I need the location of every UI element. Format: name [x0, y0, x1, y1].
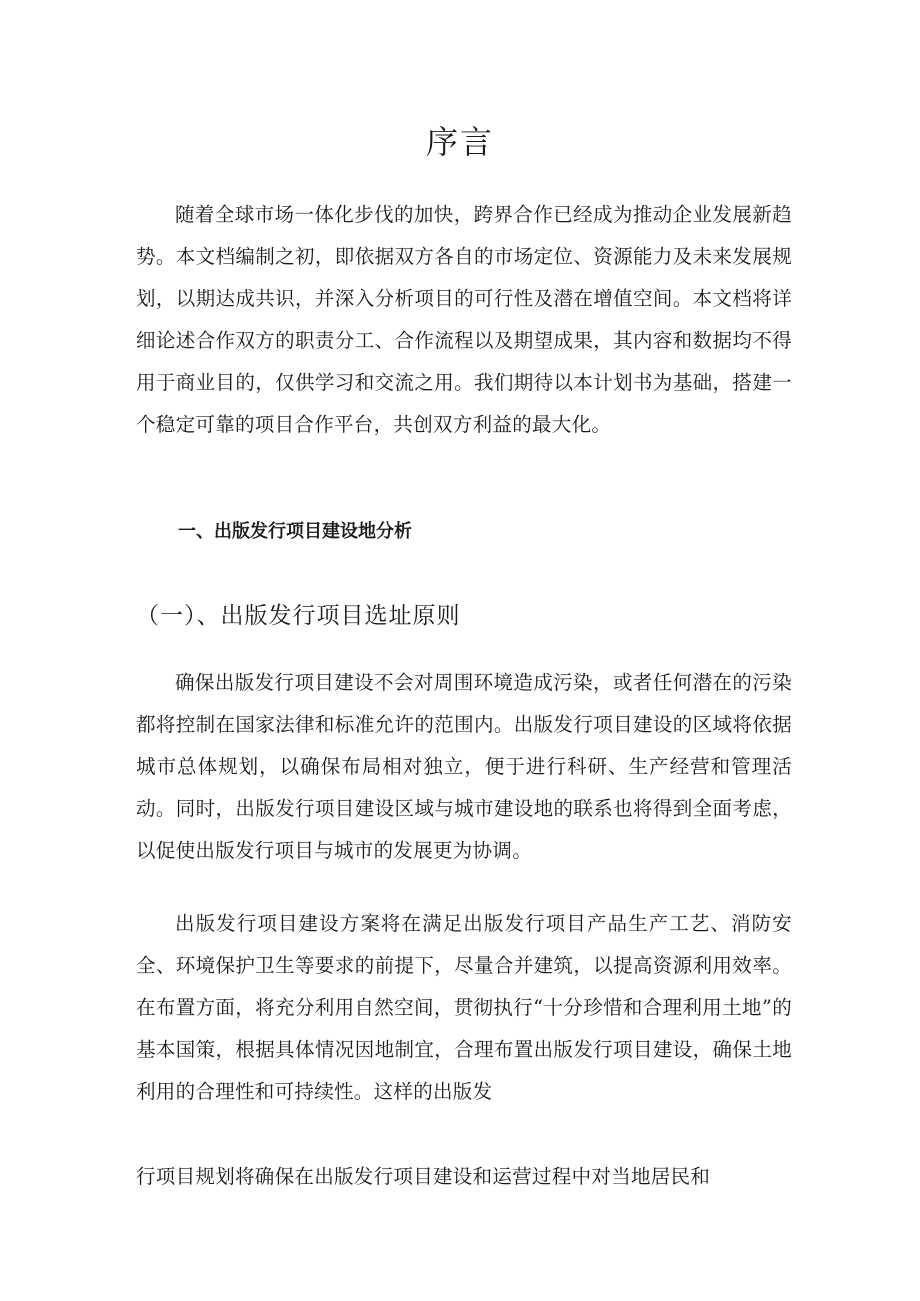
section-heading: 一、出版发行项目建设地分析: [178, 521, 412, 542]
body-paragraph-3: 行项目规划将确保在出版发行项目建设和运营过程中对当地居民和: [136, 1165, 711, 1188]
body-paragraph-1: 确保出版发行项目建设不会对周围环境造成污染，或者任何潜在的污染都将控制在国家法律和标准允许的范围内。出版发行项目建设的区域将依据城市总体规划，以确保布局相对独立，便于进行科研、生产经营和管理活动。同时，出版发行项目建设区域与城市建设地的联系也将得到全面考虑，以促使出版发行项目与城市的发展更为协调。: [136, 671, 792, 862]
body-paragraph-2: 出版发行项目建设方案将在满足出版发行项目产品生产工艺、消防安全、环境保护卫生等要求的前提下，尽量合并建筑，以提高资源利用效率。在布置方面，将充分利用自然空间，贯彻执行“十分珍惜和合理利用土地”的基本国策，根据具体情况因地制宜，合理布置出版发行项目建设，确保土地利用的合理性和可持续性。这样的出版发: [136, 912, 792, 1103]
page-title: 序言: [425, 123, 494, 161]
subsection-heading: （一）、出版发行项目选址原则: [136, 603, 461, 629]
intro-paragraph: 随着全球市场一体化步伐的加快，跨界合作已经成为推动企业发展新趋势。本文档编制之初，即依据双方各自的市场定位、资源能力及未来发展规划，以期达成共识，并深入分析项目的可行性及潜在增值空间。本文档将详细论述合作双方的职责分工、合作流程以及期望成果，其内容和数据均不得用于商业目的，仅供学习和交流之用。我们期待以本计划书为基础，搭建一个稳定可靠的项目合作平台，共创双方利益的最大化。: [136, 203, 792, 436]
